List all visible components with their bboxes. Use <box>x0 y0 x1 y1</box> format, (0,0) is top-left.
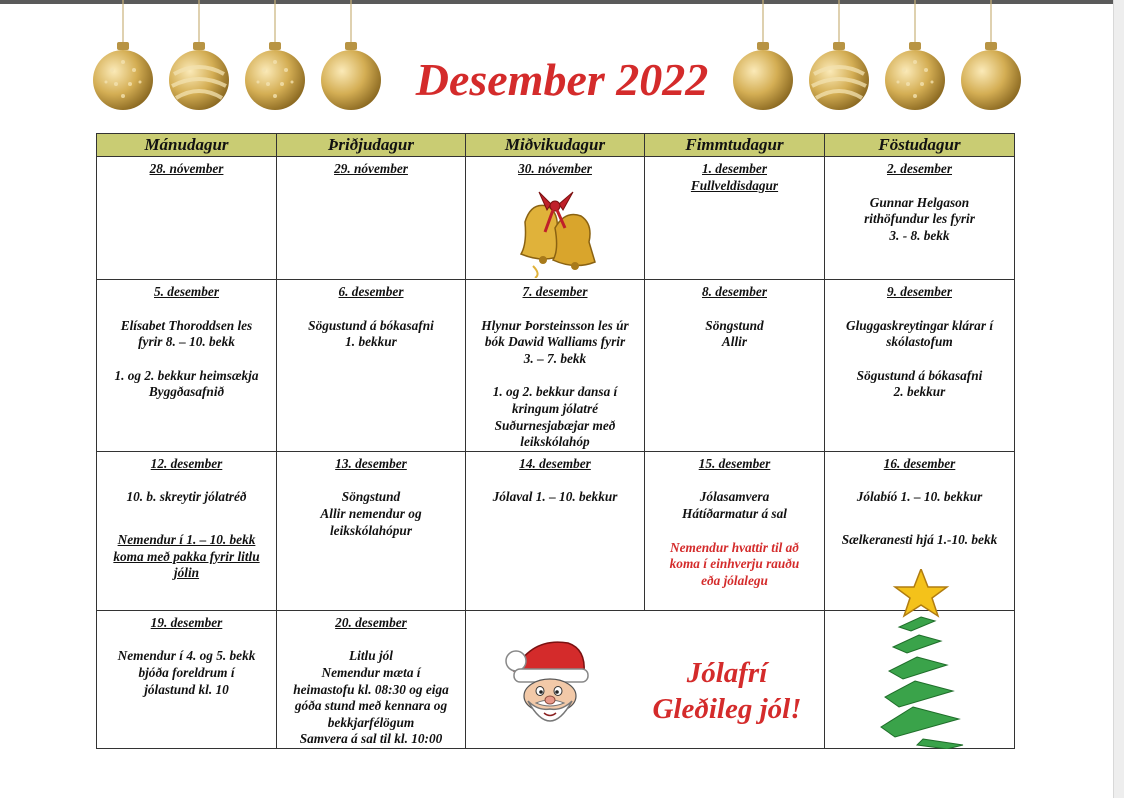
day-cell <box>466 157 645 280</box>
holiday-wish: Gleðileg jól! <box>652 692 802 725</box>
santa-icon <box>502 633 594 733</box>
day-cell <box>277 280 466 452</box>
day-cell <box>97 280 277 452</box>
day-date: 5. desember <box>154 284 219 299</box>
weekday-header-row <box>97 134 1015 157</box>
calendar-table <box>96 133 1015 749</box>
ornament-icon <box>244 0 306 118</box>
holiday-greeting <box>622 655 832 727</box>
ornament-icon <box>92 0 154 118</box>
event-text: Söngstund Allir <box>705 317 764 350</box>
event-text: Söngstund Allir nemendur og leikskólahópur <box>320 489 422 538</box>
day-cell <box>97 157 277 280</box>
weekday-header: Föstudagur <box>825 134 1015 157</box>
day-cell <box>466 451 645 610</box>
ornament-icon <box>808 0 870 118</box>
event-text: Gluggaskreytingar klárar í skólastofum <box>845 317 994 350</box>
event-text: Sögustund á bókasafni 1. bekkur <box>308 317 434 350</box>
day-date: 29. nóvember <box>334 161 408 176</box>
day-date: 28. nóvember <box>149 161 224 176</box>
day-cell <box>645 451 825 610</box>
event-note-red: Nemendur hvattir til að koma í einhverju rauðu eða jólalegu <box>669 539 800 588</box>
week-row <box>97 280 1015 452</box>
ornament-icon <box>884 0 946 118</box>
event-text: Sælkeranesti hjá 1.-10. bekk <box>841 531 998 547</box>
window-right-edge <box>1113 0 1124 798</box>
day-cell-19 <box>97 610 277 748</box>
christmas-bells-icon <box>505 188 605 278</box>
event-text: Jólabíó 1. – 10. bekkur <box>856 489 983 505</box>
ornament-icon <box>732 0 794 118</box>
event-text: 1. og 2. bekkur heimsækja Byggðasafnið <box>114 367 259 400</box>
day-date: 19. desember <box>150 614 223 630</box>
page-title: Desember 2022 <box>415 54 709 105</box>
ornament-icon <box>168 0 230 118</box>
day-date: 30. nóvember <box>518 161 592 176</box>
event-text: Jólasamvera Hátíðarmatur á sal <box>682 489 787 521</box>
event-text: Sögustund á bókasafni 2. bekkur <box>856 367 983 400</box>
day-cell <box>277 451 466 610</box>
event-text: Elísabet Thoroddsen les fyrir 8. – 10. bekk <box>120 317 253 350</box>
weekday-header: Miðvikudagur <box>466 134 645 157</box>
day-cell <box>825 280 1015 452</box>
holiday-title: Jólafrí <box>686 656 768 689</box>
event-text: Jólaval 1. – 10. bekkur <box>492 489 618 505</box>
day-date: 7. desember <box>522 284 588 299</box>
event-text: Gunnar Helgason rithöfundur les fyrir 3. - 8. bekk <box>864 194 975 243</box>
day-date: 1. desember <box>702 161 767 176</box>
christmas-tree-icon <box>877 569 969 749</box>
day-date: 9. desember <box>887 284 952 299</box>
event-note: Nemendur í 1. – 10. bekk koma með pakka fyrir litlu jólin <box>113 531 260 581</box>
day-date: 13. desember <box>335 455 407 471</box>
event-text: 10. b. skreytir jólatréð <box>126 489 247 505</box>
weekday-header: Mánudagur <box>97 134 277 157</box>
week-row <box>97 610 1015 748</box>
tree-cell <box>825 610 1015 748</box>
event-text: Nemendur í 4. og 5. bekk bjóða foreldrum í jólastund kl. 10 <box>117 648 256 697</box>
holiday-cell <box>466 610 825 748</box>
weekday-header: Fimmtudagur <box>645 134 825 157</box>
day-cell-20 <box>277 610 466 748</box>
day-cell <box>645 157 825 280</box>
ornament-icon <box>320 0 382 118</box>
event-text: Hlynur Þorsteinsson les úr bók Dawid Walliams fyrir 3. – 7. bekk <box>481 317 629 366</box>
day-cell <box>466 280 645 452</box>
day-cell <box>645 280 825 452</box>
day-date: 8. desember <box>702 284 767 299</box>
ornament-icon <box>960 0 1022 118</box>
week-row <box>97 157 1015 280</box>
day-date: 16. desember <box>883 455 956 471</box>
event-text: 1. og 2. bekkur dansa í kringum jólatré Suðurnesjabæjar með leikskólahóp <box>492 384 618 450</box>
day-date: 20. desember <box>335 614 407 630</box>
day-cell <box>97 451 277 610</box>
day-date: 14. desember <box>519 455 591 471</box>
event-text: Litlu jól Nemendur mæta í heimastofu kl. 08:30 og eiga góða stund með kennara og bekkjarfélögum Samvera á sal til kl. 10:00 <box>293 648 449 747</box>
day-date: 15. desember <box>698 455 771 471</box>
day-cell <box>277 157 466 280</box>
day-subtitle: Fullveldisdagur <box>690 177 779 193</box>
day-date: 2. desember <box>887 161 952 176</box>
weekday-header: Þriðjudagur <box>277 134 466 157</box>
day-date: 6. desember <box>338 284 404 299</box>
day-date: 12. desember <box>150 455 223 471</box>
day-cell <box>825 157 1015 280</box>
